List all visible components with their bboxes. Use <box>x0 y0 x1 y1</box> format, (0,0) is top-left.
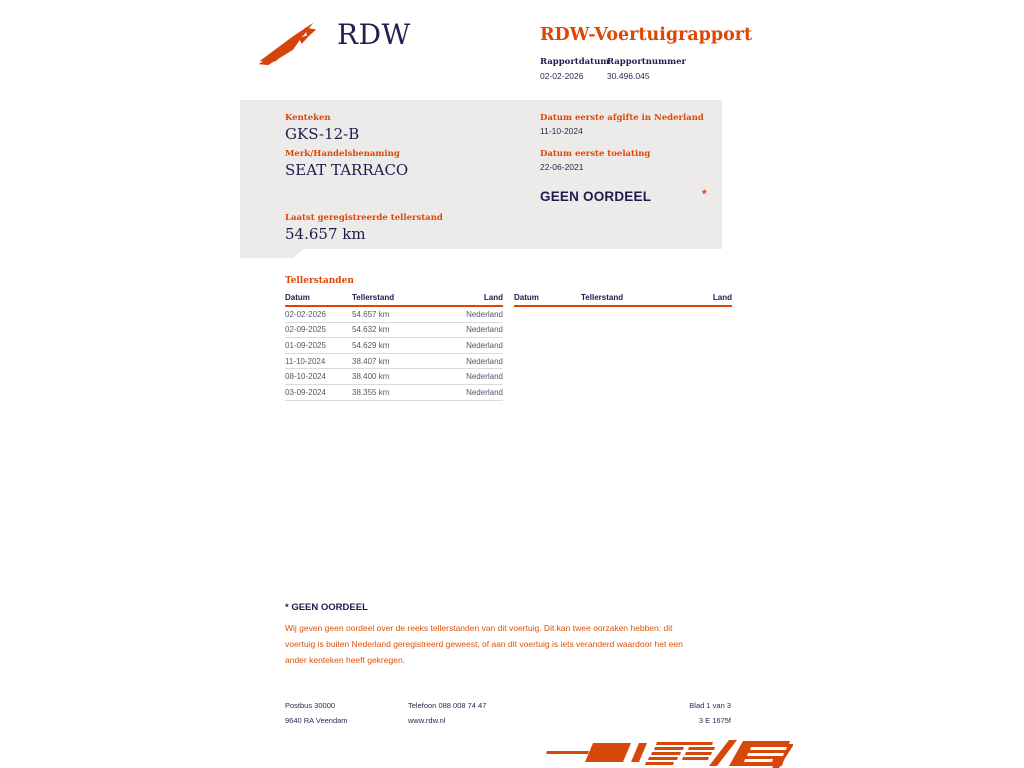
oordeel-badge: GEEN OORDEEL <box>540 189 652 204</box>
merk-value: SEAT TARRACO <box>285 161 409 179</box>
table-row <box>285 338 503 354</box>
table-row <box>285 307 503 323</box>
cell-tellerstand: 38.355 km <box>352 387 390 397</box>
geen-oordeel-footnote <box>285 602 705 668</box>
cell-tellerstand: 54.657 km <box>352 309 390 319</box>
toelating-label: Datum eerste toelating <box>540 149 651 159</box>
tellerstanden-table-body-1 <box>285 307 503 401</box>
footer-website: www.rdw.nl <box>408 716 446 725</box>
table-row <box>285 354 503 370</box>
toelating-value: 22-06-2021 <box>540 162 584 172</box>
table-row <box>285 385 503 401</box>
footer-phone: Telefoon 088 008 74 47 <box>408 701 487 710</box>
tellerstand-value: 54.657 km <box>285 225 366 243</box>
tellerstanden-table-left <box>285 293 503 401</box>
table-header-row <box>285 293 503 307</box>
cell-datum: 02-02-2026 <box>285 309 326 319</box>
tellerstanden-title: Tellerstanden <box>285 276 354 286</box>
oordeel-asterisk: * <box>702 187 707 201</box>
kenteken-label: Kenteken <box>285 113 331 123</box>
cell-land: Nederland <box>466 325 503 335</box>
afgifte-value: 11-10-2024 <box>540 126 583 136</box>
report-meta <box>540 57 686 81</box>
column-header-tellerstand: Tellerstand <box>352 293 395 302</box>
cell-datum: 11-10-2024 <box>285 356 326 366</box>
footer-address-line1: Postbus 30000 <box>285 701 336 710</box>
column-header-datum: Datum <box>285 293 310 302</box>
column-header-land: Land <box>483 293 503 302</box>
cell-tellerstand: 54.629 km <box>352 340 390 350</box>
report-number-value: 30.496.045 <box>607 71 650 81</box>
report-number-label: Rapportnummer <box>607 57 686 67</box>
column-header-land: Land <box>712 293 732 302</box>
cell-datum: 02-09-2025 <box>285 325 326 335</box>
cell-tellerstand: 54.632 km <box>352 325 390 335</box>
table-row <box>285 369 503 385</box>
tellerstand-label: Laatst geregistreerde tellerstand <box>285 213 443 223</box>
report-date-value: 02-02-2026 <box>540 71 584 81</box>
report-date-label: Rapportdatum <box>540 57 610 67</box>
tellerstanden-table-right <box>514 293 732 401</box>
footnote-title: * GEEN OORDEEL <box>285 602 368 613</box>
footer-address-line2: 9640 RA Veendam <box>285 716 348 725</box>
rdw-logo-icon <box>256 17 334 72</box>
footer-form-code: 3 E 1675f <box>698 716 731 725</box>
table-header-row <box>514 293 732 307</box>
cell-tellerstand: 38.407 km <box>352 356 390 366</box>
rdw-logo-text: RDW <box>337 18 411 51</box>
page-title: RDW-Voertuigrapport <box>540 25 753 45</box>
table-row <box>285 323 503 339</box>
column-header-datum: Datum <box>514 293 539 302</box>
cell-land: Nederland <box>466 309 503 319</box>
cell-land: Nederland <box>466 340 503 350</box>
footnote-body: Wij geven geen oordeel over de reeks tellerstanden van dit voertuig. Dit kan twee oorzaken hebben: dit voertuig is buiten Nederland geregistreerd geweest, of aan dit voertuig is iets veranderd waardoor het een ander kenteken heeft gekregen. <box>285 623 683 665</box>
vehicle-summary-box <box>240 100 722 249</box>
speed-lines-graphic <box>543 738 793 768</box>
column-header-tellerstand: Tellerstand <box>581 293 624 302</box>
cell-land: Nederland <box>466 372 503 382</box>
afgifte-label: Datum eerste afgifte in Nederland <box>540 113 704 123</box>
cell-datum: 08-10-2024 <box>285 372 326 382</box>
tellerstanden-section <box>285 276 732 401</box>
kenteken-value: GKS-12-B <box>285 125 360 143</box>
cell-land: Nederland <box>466 356 503 366</box>
merk-label: Merk/Handelsbenaming <box>285 149 400 159</box>
cell-datum: 03-09-2024 <box>285 387 326 397</box>
footer-page-indicator: Blad 1 van 3 <box>689 701 731 710</box>
cell-tellerstand: 38.400 km <box>352 372 390 382</box>
cell-land: Nederland <box>466 387 503 397</box>
cell-datum: 01-09-2025 <box>285 340 326 350</box>
